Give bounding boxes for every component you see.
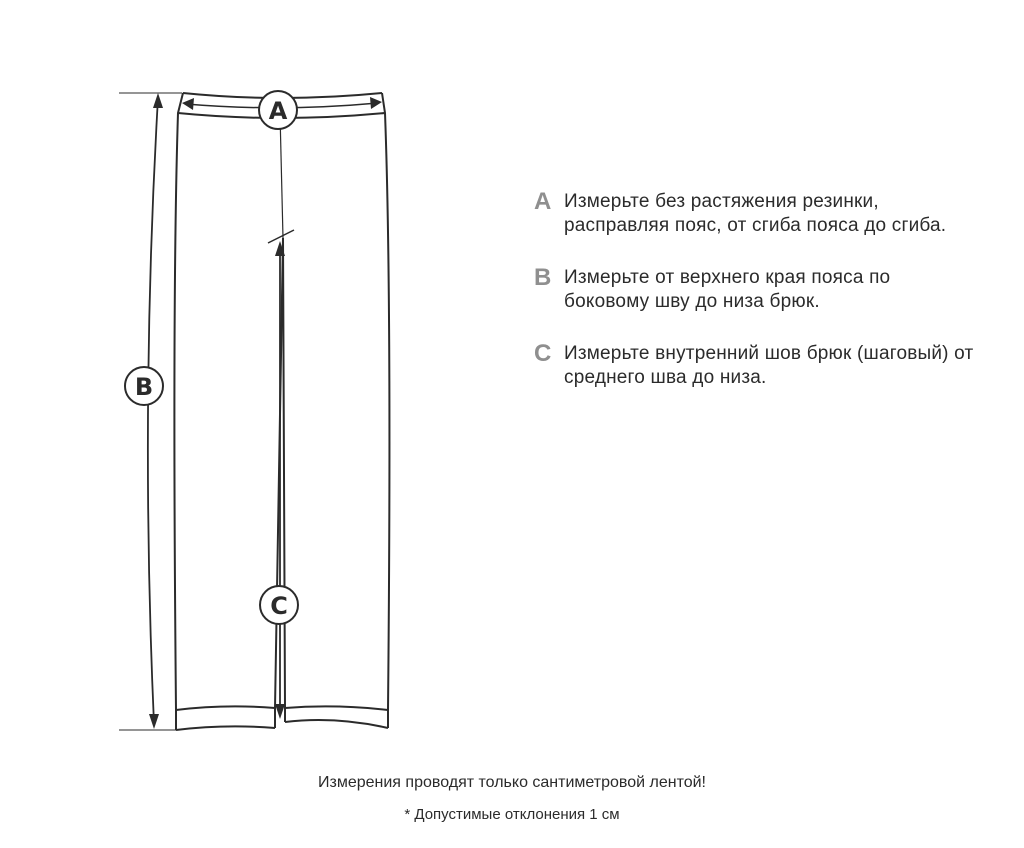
left-hem-bottom bbox=[176, 726, 275, 730]
right-inner-seam bbox=[283, 238, 285, 722]
marker-c-label: C bbox=[270, 592, 288, 620]
marker-c bbox=[260, 586, 298, 624]
left-inner-seam bbox=[275, 238, 283, 728]
left-hem-top bbox=[176, 706, 275, 710]
footer-note: * Допустимые отклонения 1 см bbox=[404, 806, 620, 823]
legend-text: Измерьте без растяжения резинки, расправляя пояс, от сгиба пояса до сгиба. bbox=[564, 191, 947, 236]
marker-b-label: B bbox=[134, 373, 154, 401]
right-hem-top bbox=[285, 706, 388, 710]
legend-letter: C bbox=[534, 340, 552, 367]
marker-b bbox=[125, 367, 163, 405]
legend-item-a bbox=[534, 190, 974, 238]
legend-text: Измерьте внутренний шов брюк (шаговый) от среднего шва до низа. bbox=[564, 343, 974, 388]
measurement-legend bbox=[534, 190, 974, 418]
legend-item-b bbox=[534, 266, 974, 314]
legend-item-c bbox=[534, 342, 974, 390]
legend-letter: A bbox=[534, 188, 552, 215]
legend-letter: B bbox=[534, 264, 552, 291]
right-hem-bottom bbox=[285, 720, 388, 728]
center-seam-line bbox=[280, 113, 283, 238]
measure-b-arrow bbox=[119, 93, 182, 730]
marker-a bbox=[259, 91, 297, 129]
marker-a-label: A bbox=[268, 97, 288, 125]
footer-warning: Измерения проводят только сантиметровой лентой! bbox=[318, 774, 706, 791]
left-outer-seam bbox=[174, 93, 183, 730]
legend-text: Измерьте от верхнего края пояса по боковому шву до низа брюк. bbox=[564, 267, 891, 312]
right-outer-seam bbox=[382, 93, 389, 728]
